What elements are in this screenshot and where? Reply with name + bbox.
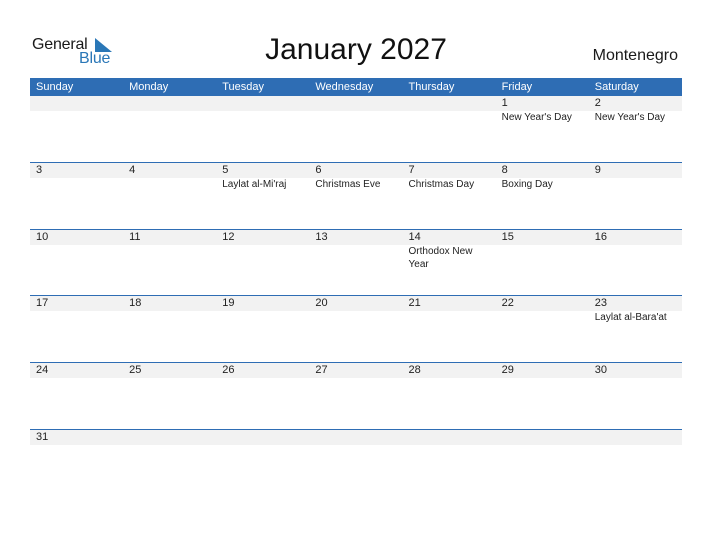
day-number: 7 — [408, 164, 415, 176]
holiday-label: Christmas Day — [408, 179, 475, 190]
day-number: 23 — [594, 297, 607, 310]
day-cell — [30, 430, 123, 496]
weekday-thursday: Thursday — [408, 81, 455, 93]
day-number: 14 — [408, 230, 421, 243]
day-cell — [403, 430, 496, 496]
day-number: 27 — [315, 364, 328, 377]
day-cell — [309, 96, 402, 162]
day-cell — [589, 96, 682, 162]
day-cell — [216, 363, 309, 429]
holiday-label: New Year's Day — [594, 112, 666, 123]
day-cell — [589, 296, 682, 362]
logo-general-text: General — [32, 36, 88, 53]
day-number: 31 — [36, 430, 49, 443]
weekday-monday: Monday — [129, 81, 169, 93]
day-cell — [589, 363, 682, 429]
weekday-tuesday: Tuesday — [222, 81, 265, 93]
week-row — [30, 229, 682, 296]
day-number — [36, 96, 123, 111]
day-cell — [216, 96, 309, 162]
day-cell — [403, 230, 496, 296]
day-number: 13 — [315, 230, 328, 243]
holiday-label: Laylat al-Bara'at — [594, 312, 667, 324]
day-cell — [216, 230, 309, 296]
day-cell — [30, 163, 123, 229]
day-cell — [589, 230, 682, 296]
day-cell — [309, 230, 402, 296]
day-cell — [123, 430, 216, 496]
day-cell — [496, 363, 589, 429]
day-number: 26 — [222, 364, 235, 377]
week-row — [30, 162, 682, 229]
day-number: 10 — [36, 230, 49, 243]
day-number: 4 — [129, 164, 136, 176]
day-number — [595, 430, 682, 445]
day-cell — [123, 96, 216, 162]
day-number: 9 — [594, 164, 601, 176]
day-number: 1 — [501, 97, 508, 109]
day-cell — [403, 96, 496, 162]
day-number: 22 — [501, 297, 514, 310]
day-number: 28 — [408, 364, 421, 377]
day-cell — [496, 296, 589, 362]
week-row — [30, 362, 682, 429]
day-cell — [216, 163, 309, 229]
weekday-wednesday: Wednesday — [315, 81, 374, 93]
country-label: Montenegro — [592, 47, 678, 64]
weekday-header — [30, 78, 682, 96]
day-number: 19 — [222, 297, 235, 310]
day-cell — [30, 230, 123, 296]
day-number: 15 — [501, 230, 514, 243]
day-number — [315, 96, 402, 111]
day-cell — [496, 163, 589, 229]
weeks-container — [30, 96, 682, 495]
week-row — [30, 96, 682, 162]
day-number: 30 — [594, 364, 607, 377]
day-cell — [216, 296, 309, 362]
day-number: 25 — [129, 364, 142, 377]
day-cell — [589, 163, 682, 229]
week-row — [30, 295, 682, 362]
day-cell — [403, 296, 496, 362]
day-cell — [589, 430, 682, 496]
day-number: 12 — [222, 230, 235, 243]
day-cell — [496, 230, 589, 296]
day-number: 2 — [594, 97, 601, 109]
day-cell — [123, 363, 216, 429]
holiday-label: Orthodox New Year — [408, 245, 473, 270]
day-number: 8 — [501, 164, 508, 176]
day-number: 5 — [222, 164, 229, 176]
day-number: 21 — [408, 297, 421, 310]
day-cell — [403, 163, 496, 229]
day-cell — [123, 296, 216, 362]
holiday-label: Boxing Day — [501, 179, 553, 190]
day-cell — [123, 230, 216, 296]
day-cell — [309, 363, 402, 429]
day-number: 24 — [36, 364, 49, 377]
day-number — [409, 430, 496, 445]
day-number — [315, 430, 402, 445]
day-cell — [403, 363, 496, 429]
week-row — [30, 429, 682, 496]
day-number — [129, 96, 216, 111]
day-cell — [496, 430, 589, 496]
day-cell — [309, 430, 402, 496]
day-number: 11 — [129, 230, 141, 243]
day-number — [222, 430, 309, 445]
day-cell — [123, 163, 216, 229]
holiday-label: Christmas Eve — [315, 179, 381, 190]
weekday-friday: Friday — [501, 81, 533, 93]
weekday-saturday: Saturday — [594, 81, 639, 93]
logo-blue-text: Blue — [79, 50, 111, 67]
day-number: 29 — [501, 364, 514, 377]
day-number: 20 — [315, 297, 328, 310]
calendar-grid — [30, 78, 682, 495]
day-cell — [496, 96, 589, 162]
day-number — [129, 430, 216, 445]
day-number: 18 — [129, 297, 142, 310]
day-number: 17 — [36, 297, 49, 310]
day-cell — [216, 430, 309, 496]
day-cell — [30, 363, 123, 429]
day-number: 6 — [315, 164, 322, 176]
day-number: 16 — [594, 230, 607, 243]
day-number — [409, 96, 496, 111]
holiday-label: Laylat al-Mi'raj — [222, 179, 287, 190]
day-number — [222, 96, 309, 111]
day-number: 3 — [36, 164, 43, 176]
day-cell — [30, 96, 123, 162]
day-number — [502, 430, 589, 445]
day-cell — [30, 296, 123, 362]
day-cell — [309, 163, 402, 229]
calendar-title: January 2027 — [265, 33, 447, 66]
holiday-label: New Year's Day — [501, 112, 572, 123]
day-cell — [309, 296, 402, 362]
weekday-sunday: Sunday — [36, 81, 74, 93]
